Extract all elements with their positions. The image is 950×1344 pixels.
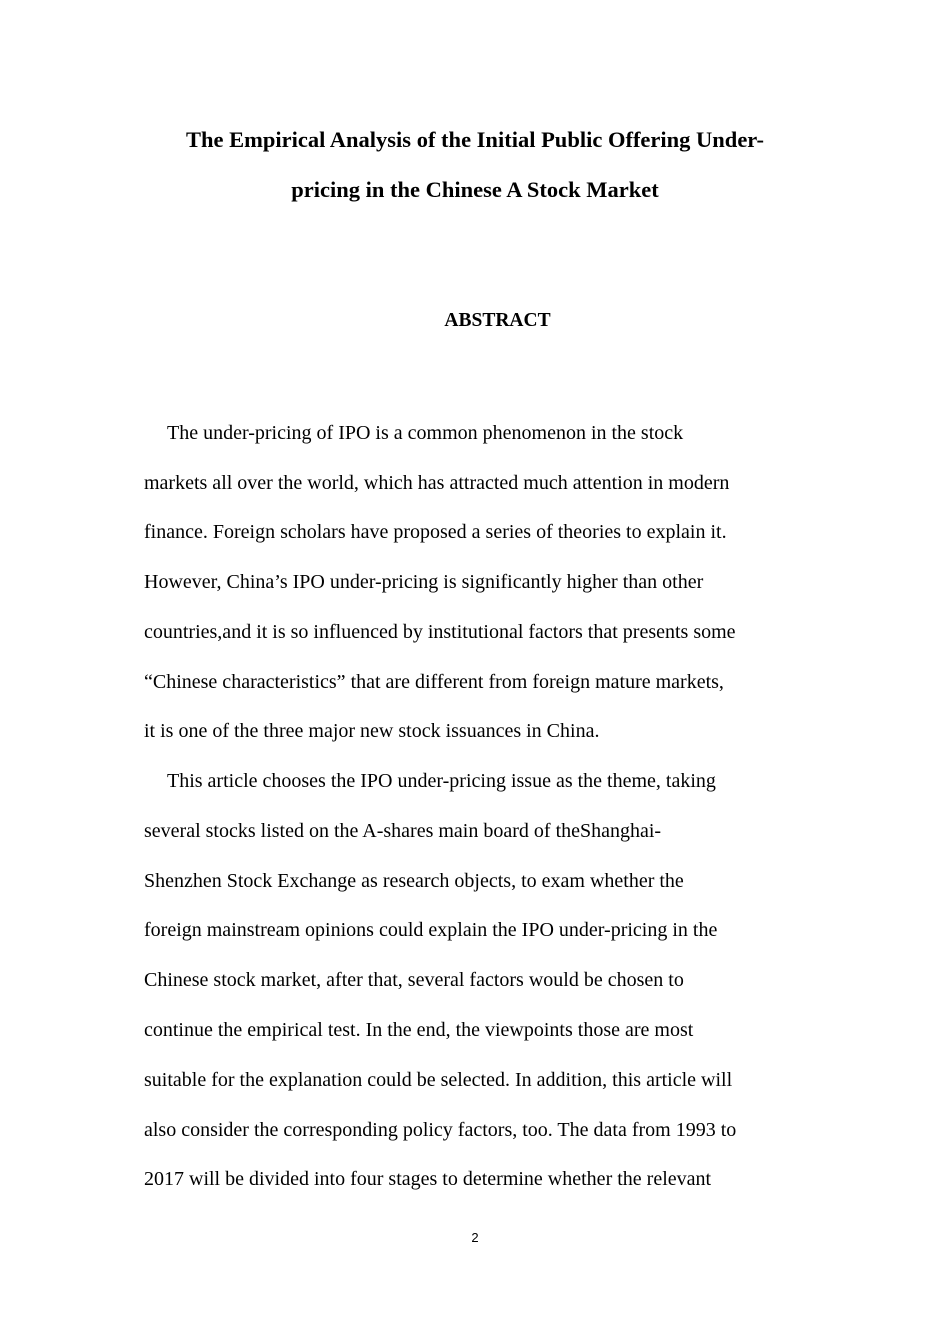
paragraph-line: markets all over the world, which has attracted much attention in modern: [144, 472, 730, 494]
paragraph-line: However, China’s IPO under-pricing is significantly higher than other: [144, 571, 704, 593]
document-title-line-2: pricing in the Chinese A Stock Market: [291, 177, 659, 202]
paragraph-line: Shenzhen Stock Exchange as research objects, to exam whether the: [144, 870, 684, 892]
paragraph-line: Chinese stock market, after that, several factors would be chosen to: [144, 969, 684, 991]
paragraph-line: continue the empirical test. In the end, the viewpoints those are most: [144, 1019, 694, 1041]
paragraph-line: it is one of the three major new stock issuances in China.: [144, 720, 600, 742]
paragraph-line: also consider the corresponding policy factors, too. The data from 1993 to: [144, 1119, 737, 1141]
paragraph-line: several stocks listed on the A-shares main board of theShanghai-: [144, 820, 662, 842]
document-title-line-1: The Empirical Analysis of the Initial Public Offering Under-: [186, 127, 764, 152]
paragraph-line: suitable for the explanation could be selected. In addition, this article will: [144, 1069, 733, 1091]
paragraph-line: foreign mainstream opinions could explain the IPO under-pricing in the: [144, 919, 718, 941]
paragraph-line: The under-pricing of IPO is a common phenomenon in the stock: [167, 422, 684, 444]
paragraph-line: “Chinese characteristics” that are different from foreign mature markets,: [144, 671, 724, 693]
paragraph-line: finance. Foreign scholars have proposed a series of theories to explain it.: [144, 521, 727, 543]
page-number: 2: [471, 1230, 479, 1245]
paragraph-line: countries,and it is so influenced by institutional factors that presents some: [144, 621, 736, 643]
abstract-heading: ABSTRACT: [444, 310, 551, 331]
paragraph-line: This article chooses the IPO under-pricing issue as the theme, taking: [167, 770, 716, 792]
paragraph-line: 2017 will be divided into four stages to determine whether the relevant: [144, 1168, 712, 1190]
